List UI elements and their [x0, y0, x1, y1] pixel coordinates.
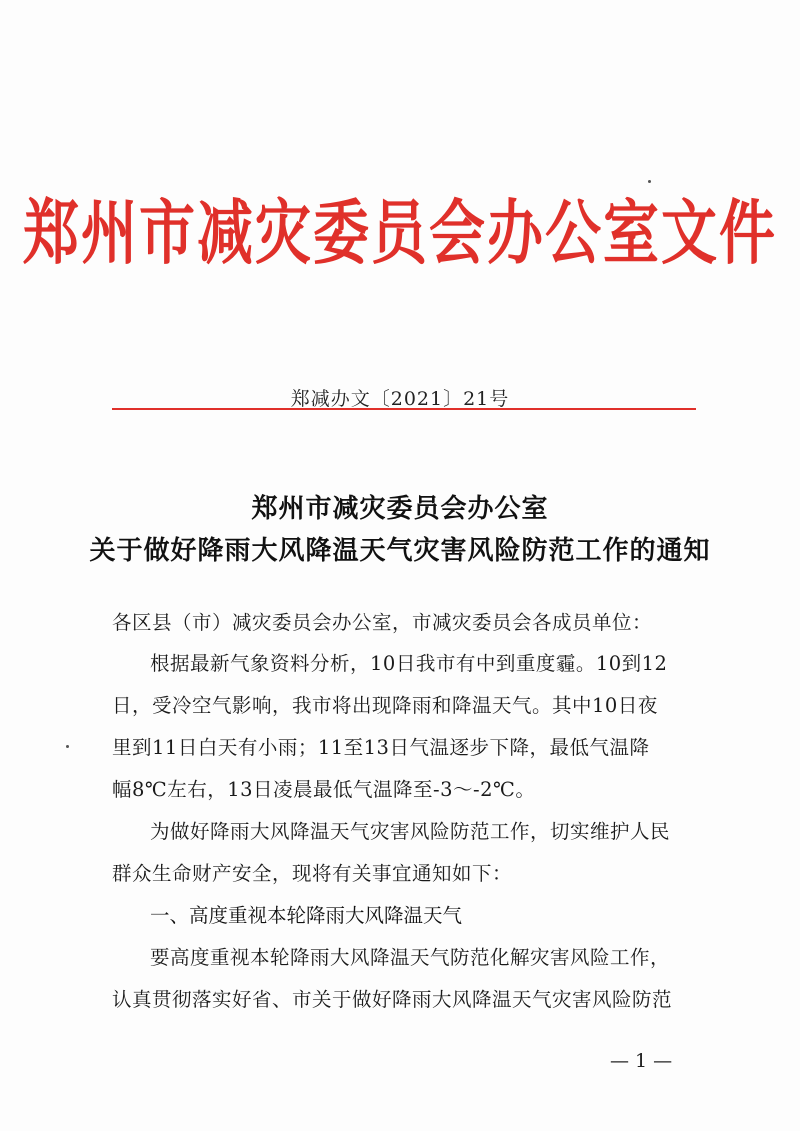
page-number: — 1 —: [610, 1050, 673, 1072]
issuer-title: 郑州市减灾委员会办公室文件: [23, 191, 777, 275]
scan-speck: [66, 745, 69, 748]
paragraph-2-line-2: 群众生命财产安全，现将有关事宜通知如下：: [112, 862, 513, 885]
red-separator-line: [112, 408, 696, 410]
notice-title-line-2: 关于做好降雨大风降温天气灾害风险防范工作的通知: [89, 536, 711, 566]
scan-speck: [648, 180, 651, 183]
paragraph-1-line-3: 里到11日白天有小雨；11至13日气温逐步下降，最低气温降: [112, 736, 650, 759]
paragraph-3-line-1: 要高度重视本轮降雨大风降温天气防范化解灾害风险工作，: [150, 946, 671, 969]
addressee-line: 各区县（市）减灾委员会办公室，市减灾委员会各成员单位：: [112, 611, 653, 634]
paragraph-1-line-2: 日，受冷空气影响，我市将出现降雨和降温天气。其中10日夜: [112, 694, 658, 717]
section-1-heading: 一、高度重视本轮降雨大风降温天气: [150, 904, 463, 927]
paragraph-2-line-1: 为做好降雨大风降温天气灾害风险防范工作，切实维护人民: [150, 820, 671, 843]
document-number: 郑减办文〔2021〕21号: [290, 388, 510, 410]
notice-title-line-1: 郑州市减灾委员会办公室: [251, 494, 549, 524]
paragraph-1-line-4: 幅8℃左右，13日凌晨最低气温降至-3～-2℃。: [112, 778, 536, 801]
paragraph-1-line-1: 根据最新气象资料分析，10日我市有中到重度霾。10到12: [150, 652, 668, 675]
paragraph-3-line-2: 认真贯彻落实好省、市关于做好降雨大风降温天气灾害风险防范: [112, 988, 673, 1011]
